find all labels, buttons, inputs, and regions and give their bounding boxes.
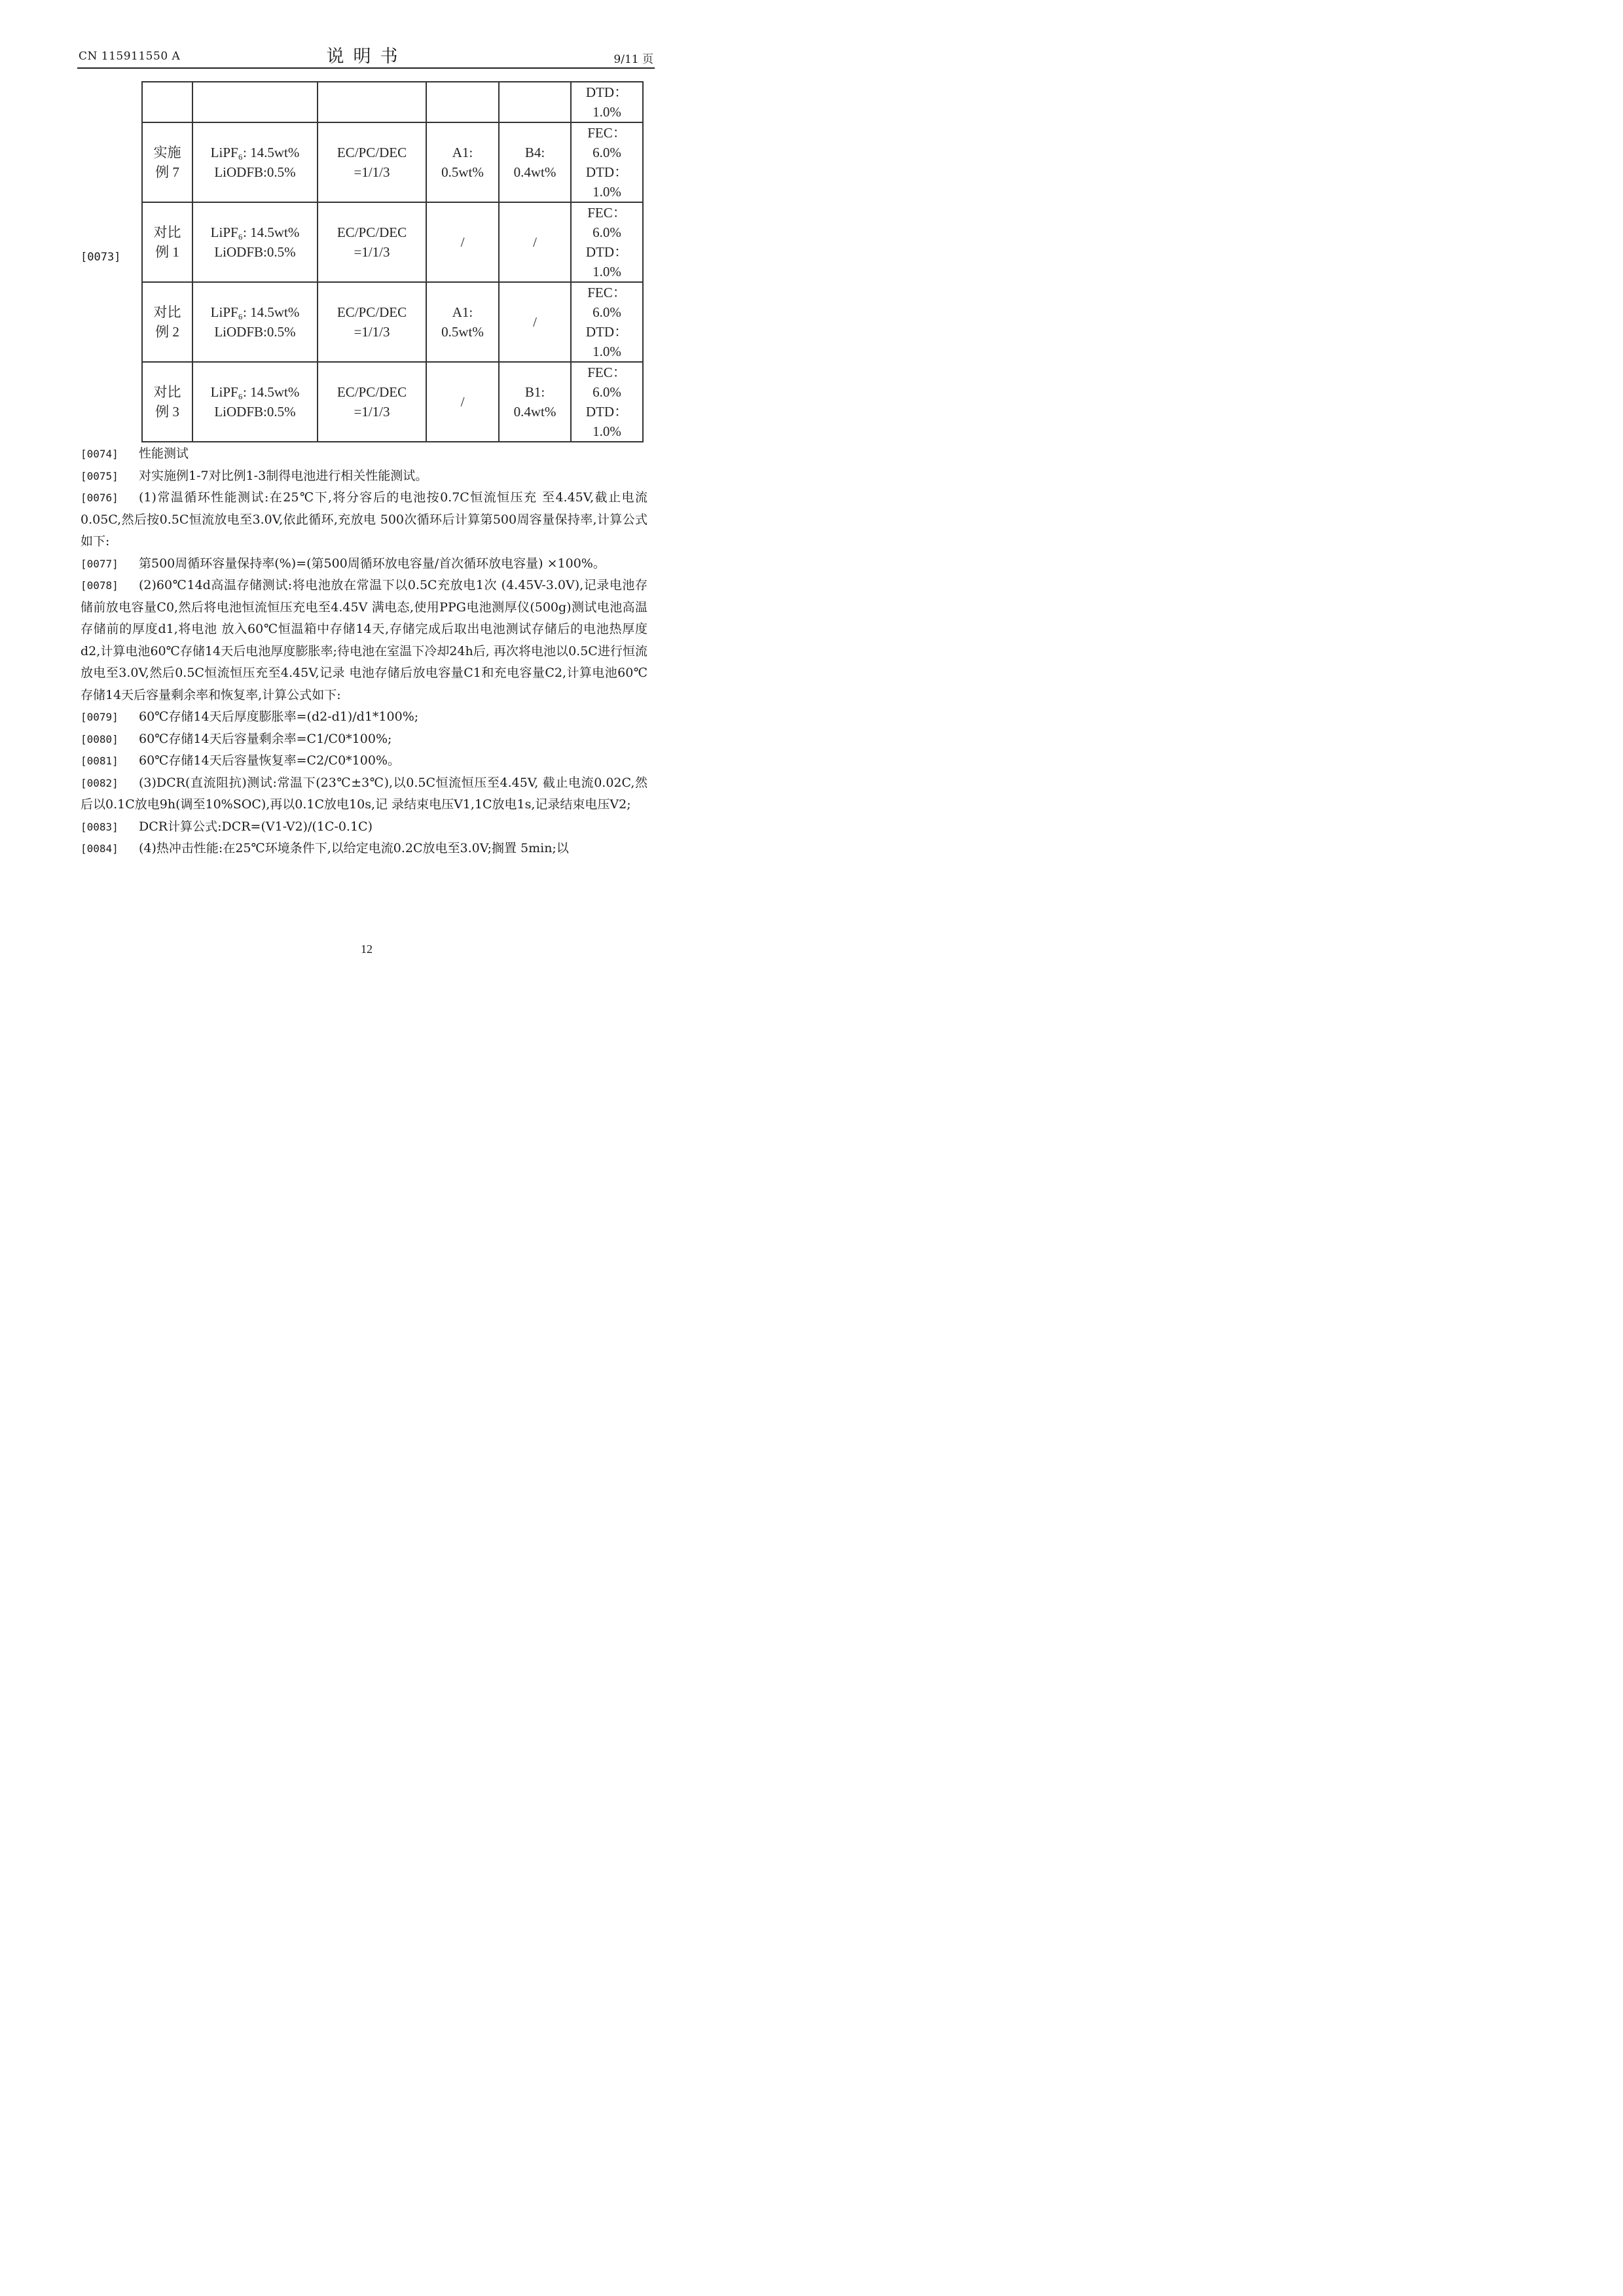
- table-cell-solvent: [318, 82, 426, 122]
- table-cell-a: [426, 82, 499, 122]
- cell-line: 6.0%: [593, 304, 621, 320]
- cell-line: /: [533, 234, 537, 250]
- table-cell-solvent: [318, 202, 426, 282]
- table-cell-salt: [192, 82, 318, 122]
- paragraph-text: (2)60℃14d高温存储测试:将电池放在常温下以0.5C充放电1次 (4.45V-3.0V),记录电池存储前放电容量C0,然后将电池恒流恒压充电至4.45V 满电态,使用PPG电池测厚仪(500g)测试电池高温存储前的厚度d1,将电池 放入60℃恒温箱中存储14天,存储完成后取出电池测试存储后的电池热厚度 d2,计算电池60℃存储14天后电池厚度膨胀率;待电池在室温下冷却24h后, 再次将电池以0.5C进行恒流放电至3.0V,然后0.5C恒流恒压充至4.45V,记录 电池存储后放电容量C1和充电容量C2,计算电池60℃存储14天后容量剩余率和恢复率,计算公式如下:: [81, 578, 647, 702]
- cell-line: FEC：: [587, 205, 627, 221]
- cell-line: DTD：: [585, 84, 629, 100]
- cell-line: 例 3: [155, 404, 179, 420]
- paragraph: [81, 487, 647, 553]
- paragraph-text: (1)常温循环性能测试:在25℃下,将分容后的电池按0.7C恒流恒压充 至4.45V,截止电流0.05C,然后按0.5C恒流放电至3.0V,依此循环,充放电 500次循环后计算第500周容量保持率,计算公式如下:: [81, 490, 647, 548]
- table-row: [142, 122, 643, 202]
- table-cell-salt: [192, 202, 318, 282]
- cell-line: 例 7: [155, 164, 179, 180]
- paragraph: [81, 553, 647, 575]
- cell-line: 1.0%: [593, 184, 621, 200]
- electrolyte-table: [141, 81, 644, 442]
- table-cell-solvent: [318, 362, 426, 442]
- cell-line: 实施: [153, 145, 181, 160]
- cell-line: DTD：: [585, 324, 629, 340]
- cell-line: 1.0%: [593, 104, 621, 120]
- cell-line: LiODFB:0.5%: [214, 164, 296, 180]
- cell-line: 6.0%: [593, 224, 621, 240]
- table-cell-b: [499, 82, 571, 122]
- paragraph: [81, 750, 647, 772]
- cell-line: 1.0%: [593, 423, 621, 439]
- page-number: 12: [361, 942, 373, 956]
- table-cell-salt: [192, 282, 318, 362]
- cell-line: LiPF₆: 14.5wt%: [210, 384, 300, 400]
- cell-line: LiPF₆: 14.5wt%: [210, 304, 300, 320]
- cell-line: A1:: [452, 145, 473, 160]
- paragraph-number: [0076]: [81, 492, 119, 504]
- table-cell-solvent: [318, 282, 426, 362]
- cell-line: LiODFB:0.5%: [214, 244, 296, 260]
- cell-line: EC/PC/DEC: [337, 304, 407, 320]
- table-cell-a: [426, 282, 499, 362]
- cell-line: 0.4wt%: [513, 404, 556, 420]
- paragraph: [81, 443, 647, 465]
- table-row: [142, 202, 643, 282]
- paragraph-number: [0082]: [81, 776, 119, 789]
- paragraph-number: [0083]: [81, 820, 119, 833]
- paragraph: [81, 728, 647, 751]
- cell-line: B4:: [524, 145, 545, 160]
- paragraph: [81, 465, 647, 488]
- table-cell-b: [499, 122, 571, 202]
- table-cell-b: [499, 282, 571, 362]
- cell-line: 6.0%: [593, 145, 621, 160]
- header-rule: [77, 67, 655, 69]
- cell-line: LiPF₆: 14.5wt%: [210, 224, 300, 240]
- table-cell-other: [571, 362, 643, 442]
- paragraph: [81, 575, 647, 706]
- table-cell-other: [571, 282, 643, 362]
- cell-line: 1.0%: [593, 264, 621, 279]
- cell-line: /: [460, 394, 465, 410]
- cell-line: =1/1/3: [354, 244, 390, 260]
- table-cell-name: [142, 122, 192, 202]
- cell-line: FEC：: [587, 125, 627, 141]
- cell-line: FEC：: [587, 285, 627, 300]
- table-row: [142, 362, 643, 442]
- cell-line: =1/1/3: [354, 404, 390, 420]
- document-title: 说明书: [326, 46, 407, 67]
- table-cell-name: [142, 282, 192, 362]
- paragraph-text: 对实施例1-7对比例1-3制得电池进行相关性能测试。: [139, 468, 428, 483]
- table-cell-a: [426, 202, 499, 282]
- table-cell-name: [142, 202, 192, 282]
- table-cell-name: [142, 82, 192, 122]
- cell-line: EC/PC/DEC: [337, 145, 407, 160]
- table-paragraph-number: [0073]: [81, 251, 121, 264]
- cell-line: /: [460, 234, 465, 250]
- cell-line: LiODFB:0.5%: [214, 324, 296, 340]
- paragraph: [81, 838, 647, 860]
- cell-line: /: [533, 314, 537, 330]
- paragraph-number: [0077]: [81, 557, 119, 570]
- paragraph-text: (3)DCR(直流阻抗)测试:常温下(23℃±3℃),以0.5C恒流恒压至4.45V, 截止电流0.02C,然后以0.1C放电9h(调至10%SOC),再以0.1C放电10s,记 录结束电压V1,1C放电1s,记录结束电压V2;: [81, 775, 647, 812]
- table-cell-salt: [192, 362, 318, 442]
- paragraph-number: [0081]: [81, 755, 119, 767]
- cell-line: B1:: [524, 384, 545, 400]
- paragraph-number: [0075]: [81, 469, 119, 482]
- cell-line: LiODFB:0.5%: [214, 404, 296, 420]
- cell-line: 对比: [153, 224, 181, 240]
- paragraph-text: DCR计算公式:DCR=(V1-V2)/(1C-0.1C): [139, 819, 373, 834]
- description-body: [81, 443, 647, 860]
- cell-line: =1/1/3: [354, 164, 390, 180]
- cell-line: 0.5wt%: [441, 164, 484, 180]
- patent-number: CN 115911550 A: [79, 50, 181, 63]
- cell-line: LiPF₆: 14.5wt%: [210, 145, 300, 160]
- page-indicator: 9/11 页: [613, 53, 653, 66]
- paragraph-text: 第500周循环容量保持率(%)=(第500周循环放电容量/首次循环放电容量) ×100%。: [139, 556, 606, 571]
- cell-line: EC/PC/DEC: [337, 224, 407, 240]
- table-cell-a: [426, 122, 499, 202]
- paragraph-text: 60℃存储14天后容量剩余率=C1/C0*100%;: [139, 731, 392, 746]
- cell-line: 对比: [153, 304, 181, 320]
- table-cell-b: [499, 362, 571, 442]
- table-cell-other: [571, 122, 643, 202]
- paragraph-text: 60℃存储14天后容量恢复率=C2/C0*100%。: [139, 753, 401, 768]
- cell-line: 6.0%: [593, 384, 621, 400]
- cell-line: =1/1/3: [354, 324, 390, 340]
- cell-line: 0.5wt%: [441, 324, 484, 340]
- table-row: [142, 282, 643, 362]
- cell-line: DTD：: [585, 164, 629, 180]
- paragraph-text: (4)热冲击性能:在25℃环境条件下,以给定电流0.2C放电至3.0V;搁置 5min;以: [139, 841, 569, 855]
- table-cell-solvent: [318, 122, 426, 202]
- cell-line: 1.0%: [593, 344, 621, 359]
- cell-line: 例 1: [155, 244, 179, 260]
- paragraph-number: [0078]: [81, 579, 119, 592]
- cell-line: DTD：: [585, 404, 629, 420]
- table-cell-salt: [192, 122, 318, 202]
- paragraph: [81, 816, 647, 838]
- cell-line: A1:: [452, 304, 473, 320]
- paragraph: [81, 706, 647, 728]
- paragraph-number: [0084]: [81, 842, 119, 855]
- table-row: [142, 82, 643, 122]
- table-cell-b: [499, 202, 571, 282]
- cell-line: 0.4wt%: [513, 164, 556, 180]
- paragraph-number: [0079]: [81, 711, 119, 723]
- cell-line: 例 2: [155, 324, 179, 340]
- paragraph-number: [0074]: [81, 448, 119, 460]
- paragraph: [81, 772, 647, 816]
- cell-line: EC/PC/DEC: [337, 384, 407, 400]
- paragraph-text: 性能测试: [139, 446, 189, 461]
- paragraph-number: [0080]: [81, 732, 119, 745]
- cell-line: DTD：: [585, 244, 629, 260]
- table-cell-other: [571, 202, 643, 282]
- cell-line: 对比: [153, 384, 181, 400]
- table-cell-other: [571, 82, 643, 122]
- paragraph-text: 60℃存储14天后厚度膨胀率=(d2-d1)/d1*100%;: [139, 709, 419, 724]
- table-cell-name: [142, 362, 192, 442]
- table-cell-a: [426, 362, 499, 442]
- cell-line: FEC：: [587, 365, 627, 380]
